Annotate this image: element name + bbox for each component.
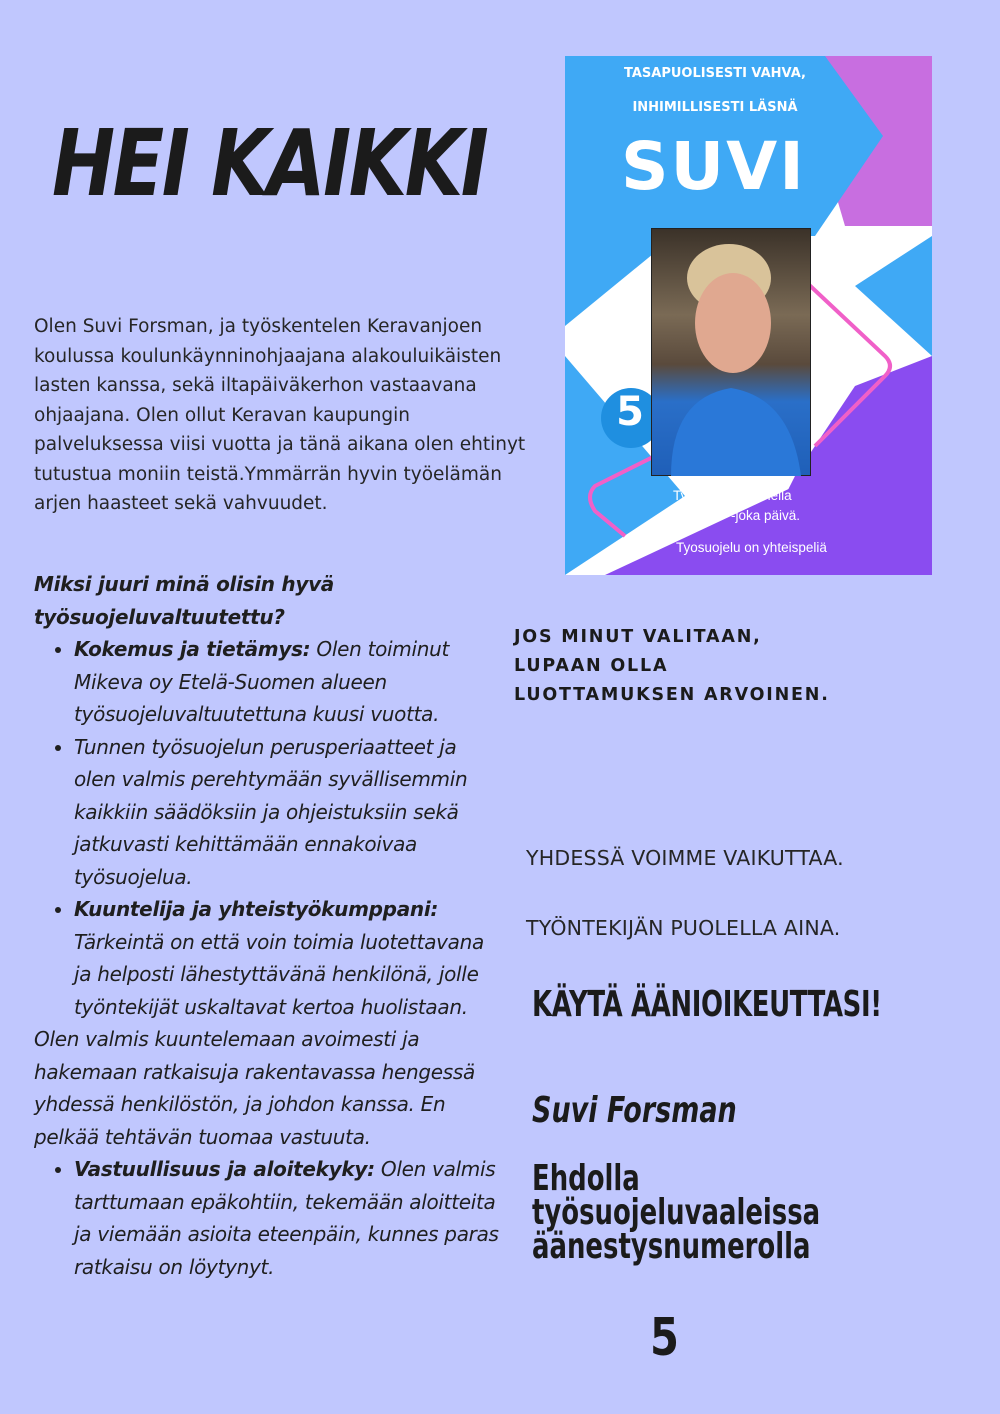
candidate-photo — [651, 228, 811, 476]
poster-caption-2: -joka päivä. — [731, 508, 801, 523]
qualification-text: Olen valmis tarttumaan epäkohtiin, tekemään aloitteita ja viemään asioita eteenpäin, kunnes paras ratkaisu on löytynyt. — [74, 1157, 499, 1279]
commitment-paragraph: Olen valmis kuuntelemaan avoimesti ja hakemaan ratkaisuja rakentavassa hengessä yhdessä henkilöstön, ja johdon kanssa. En pelkää tehtävän tuomaa vastuuta. — [34, 1027, 475, 1149]
list-item — [74, 731, 504, 894]
why-heading: Miksi juuri minä olisin hyvä työsuojeluvaltuutettu? — [34, 572, 335, 629]
poster-name: SUVI — [621, 128, 806, 205]
qualification-text: Tunnen työsuojelun perusperiaatteet ja olen valmis perehtymään syvällisemmin kaikkiin säädöksiin ja ohjeistuksiin sekä jatkuvasti kehittämään ennakoivaa työsuojelua. — [74, 734, 468, 889]
list-item — [74, 893, 504, 1023]
promise-text: JOS MINUT VALITAAN, LUPAAN OLLA LUOTTAMUKSEN ARVOINEN. — [514, 627, 830, 705]
poster-tagline-1: TASAPUOLISESTI VAHVA, — [624, 66, 806, 81]
qualification-title: Kuuntelija ja yhteistyökumppani: — [74, 897, 439, 921]
candidacy-line-2: työsuojeluvaaleissa — [532, 1192, 821, 1233]
poster-tagline-2: INHIMILLISESTI LÄSNÄ — [632, 100, 798, 115]
intro-paragraph: Olen Suvi Forsman, ja työskentelen Keravanjoen koulussa koulunkäynninohjaajana alakouluikäisten lasten kanssa, sekä iltapäiväkerhon vastaavana ohjaajana. Olen ollut Keravan kaupungin palveluksessa viisi vuotta ja tänä aikana olen ehtinyt tutustua moniin teistä.Ymmärrän hyvin työelämän arjen haasteet sekä vahvuudet. — [34, 316, 526, 514]
campaign-poster — [565, 56, 932, 575]
candidacy-line-3: äänestysnumerolla — [532, 1226, 811, 1267]
portrait-illustration — [651, 228, 811, 476]
vote-number: 5 — [650, 1308, 679, 1368]
candidacy-text — [532, 1158, 821, 1267]
vote-call: KÄYTÄ ÄÄNIOIKEUTTASI! — [532, 984, 882, 1025]
list-item — [74, 633, 504, 731]
qualification-title: Kokemus ja tietämys: — [74, 637, 311, 661]
slogan-1: YHDESSÄ VOIMME VAIKUTTAA. — [526, 846, 844, 870]
poster-vote-number: 5 — [616, 389, 644, 435]
slogan-2: TYÖNTEKIJÄN PUOLELLA AINA. — [526, 916, 841, 940]
qualification-title: Vastuullisuus ja aloitekyky: — [74, 1157, 375, 1181]
qualification-list-2 — [34, 1153, 504, 1283]
page-headline: HEI KAIKKI — [52, 110, 487, 217]
poster-caption-3: Tyosuojelu on yhteispeliä — [676, 540, 827, 555]
candidacy-line-1: Ehdolla — [532, 1158, 640, 1199]
qualification-text: Olen toiminut Mikeva oy Etelä-Suomen alueen työsuojeluvaltuutettuna kuusi vuotta. — [74, 637, 450, 726]
qualification-text: Tärkeintä on että voin toimia luotettavana ja helposti lähestyttävänä henkilönä, jolle työntekijät uskaltavat kertoa huolistaan. — [74, 929, 484, 1019]
poster-caption-1: Työntekijän puolella — [673, 488, 792, 503]
signature: Suvi Forsman — [532, 1090, 737, 1131]
list-item — [74, 1153, 504, 1283]
why-section — [34, 568, 504, 1283]
qualification-list — [34, 633, 504, 1023]
